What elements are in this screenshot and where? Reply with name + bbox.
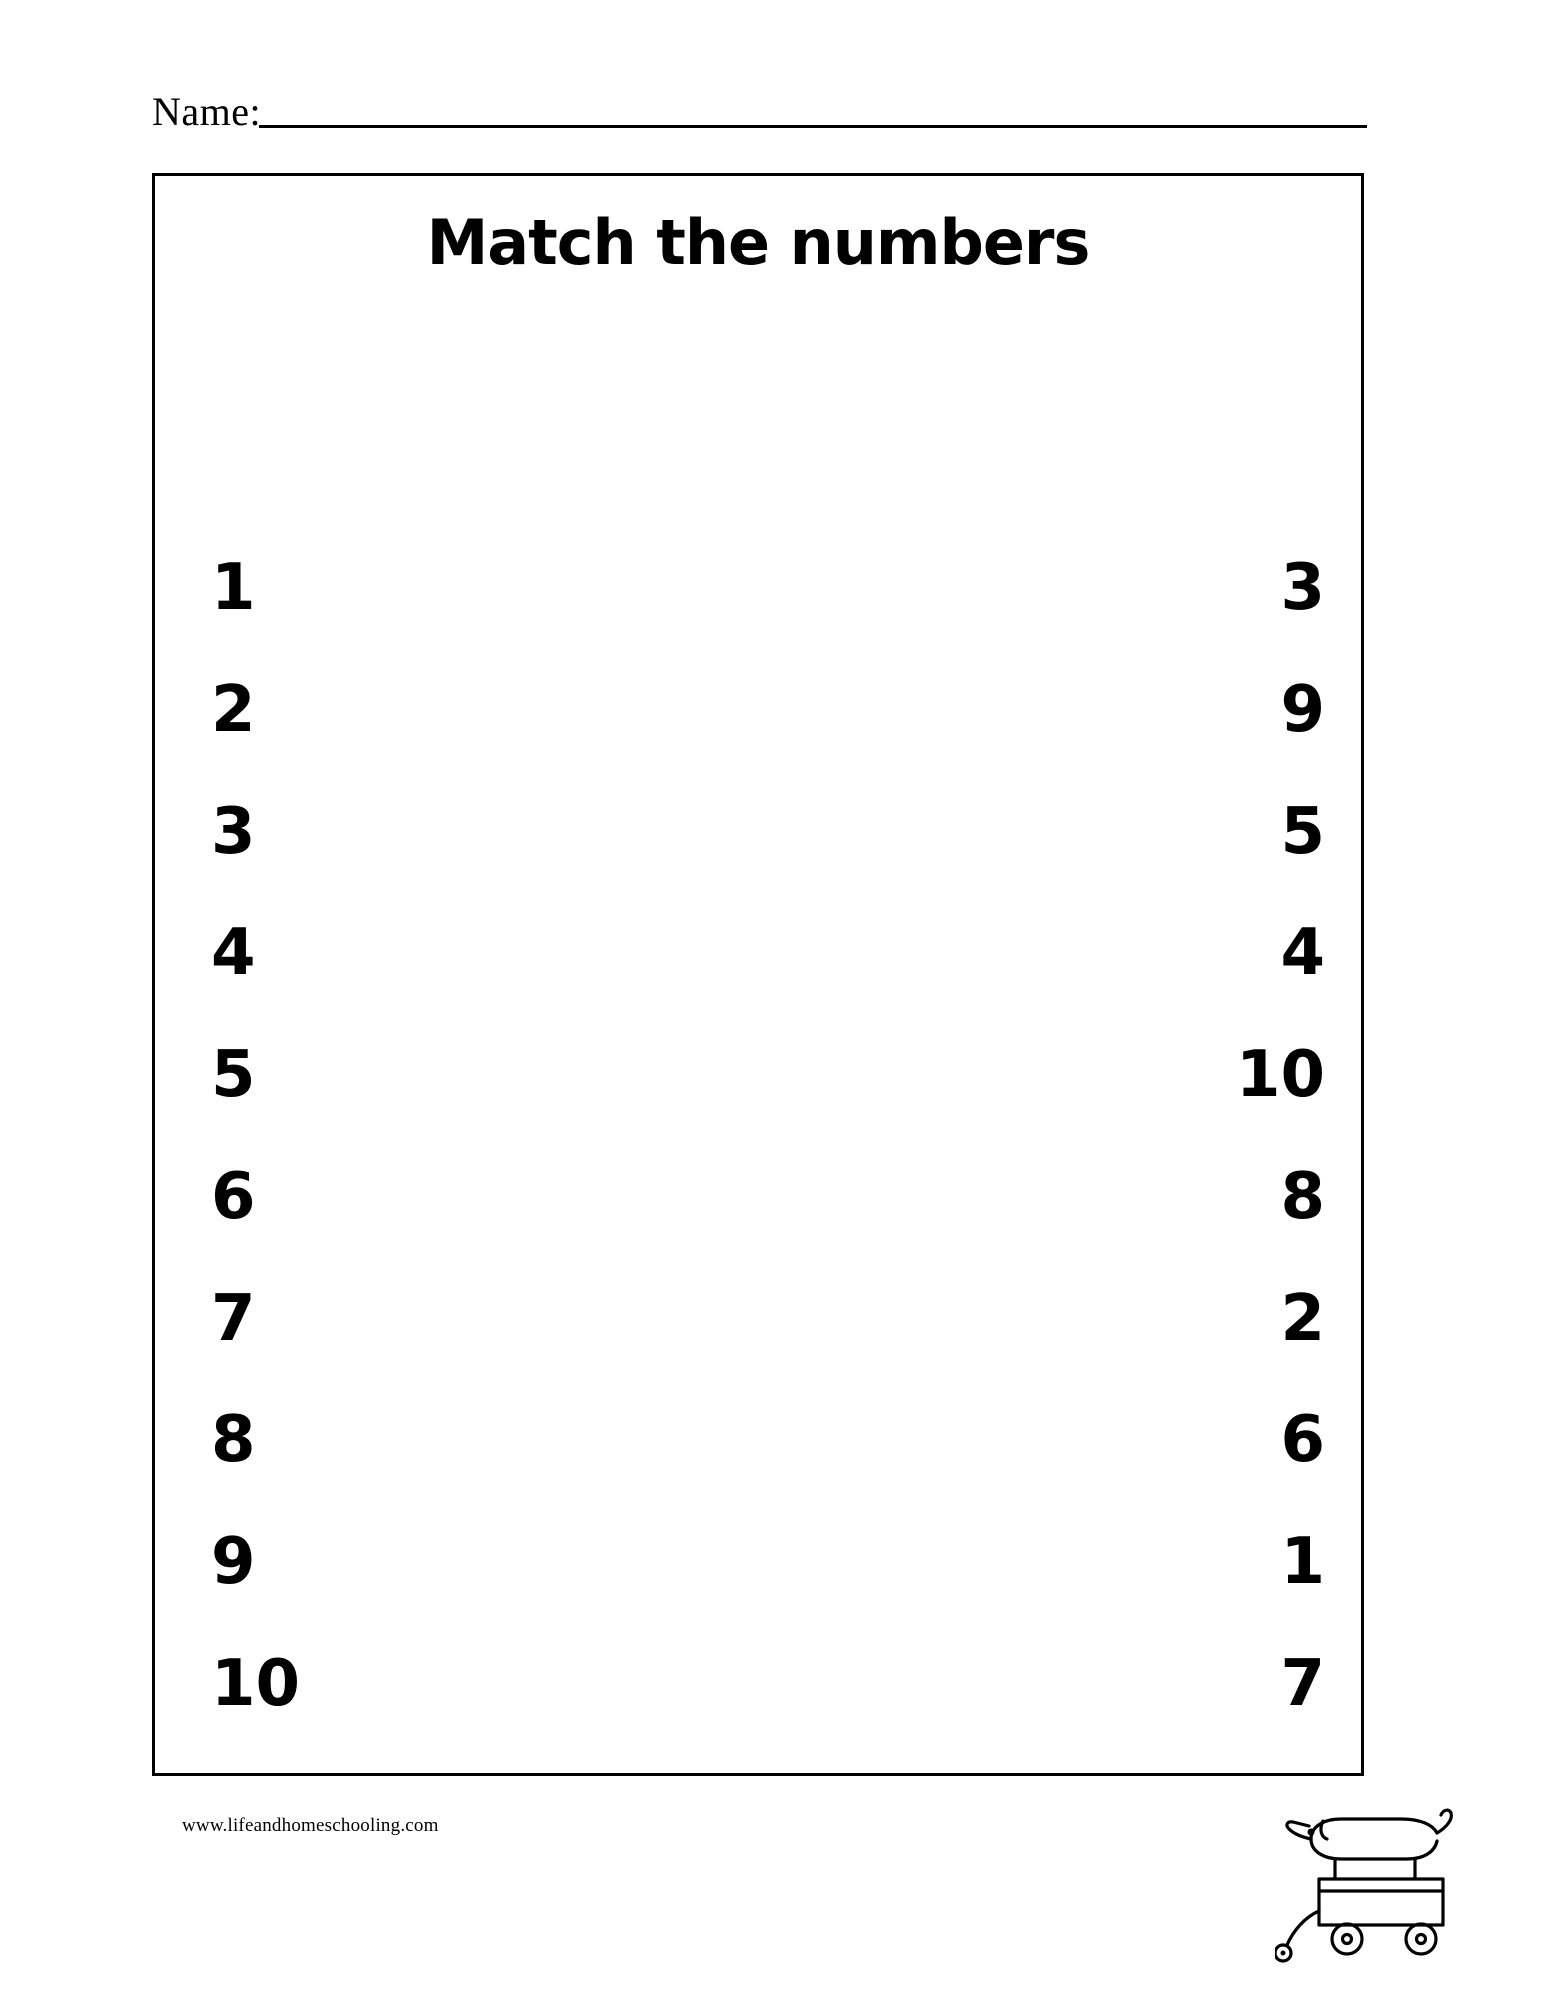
- left-number-item[interactable]: 9: [211, 1525, 256, 1600]
- name-field-row: [152, 89, 1367, 134]
- right-number-item[interactable]: 3: [1280, 551, 1325, 625]
- right-number-column: [1125, 551, 1325, 1721]
- matching-columns: [155, 551, 1361, 1721]
- left-number-item[interactable]: 10: [211, 1646, 301, 1721]
- right-number-item[interactable]: 4: [1280, 916, 1325, 991]
- right-number-item[interactable]: 1: [1280, 1525, 1325, 1600]
- left-number-column: [211, 551, 391, 1721]
- footer-website-url: www.lifeandhomeschooling.com: [182, 1815, 439, 1836]
- dog-on-cart-icon: [1275, 1805, 1465, 1970]
- worksheet-box: [152, 173, 1364, 1776]
- right-number-item[interactable]: 5: [1280, 794, 1325, 869]
- left-number-item[interactable]: 5: [211, 1038, 256, 1113]
- right-number-item[interactable]: 2: [1280, 1281, 1325, 1356]
- left-number-item[interactable]: 7: [211, 1281, 256, 1356]
- right-number-item[interactable]: 7: [1280, 1646, 1325, 1721]
- left-number-item[interactable]: 4: [211, 916, 256, 991]
- name-label: Name:: [152, 89, 262, 134]
- name-write-line[interactable]: [259, 125, 1367, 128]
- left-number-item[interactable]: 3: [211, 794, 256, 869]
- page-title: Match the numbers: [426, 206, 1090, 279]
- left-number-item[interactable]: 2: [211, 672, 256, 747]
- right-number-item[interactable]: 6: [1280, 1403, 1325, 1478]
- right-number-item[interactable]: 10: [1235, 1038, 1325, 1113]
- left-number-item[interactable]: 8: [211, 1403, 256, 1478]
- left-number-item[interactable]: 1: [211, 551, 256, 625]
- left-number-item[interactable]: 6: [211, 1159, 256, 1234]
- right-number-item[interactable]: 8: [1280, 1159, 1325, 1234]
- right-number-item[interactable]: 9: [1280, 672, 1325, 747]
